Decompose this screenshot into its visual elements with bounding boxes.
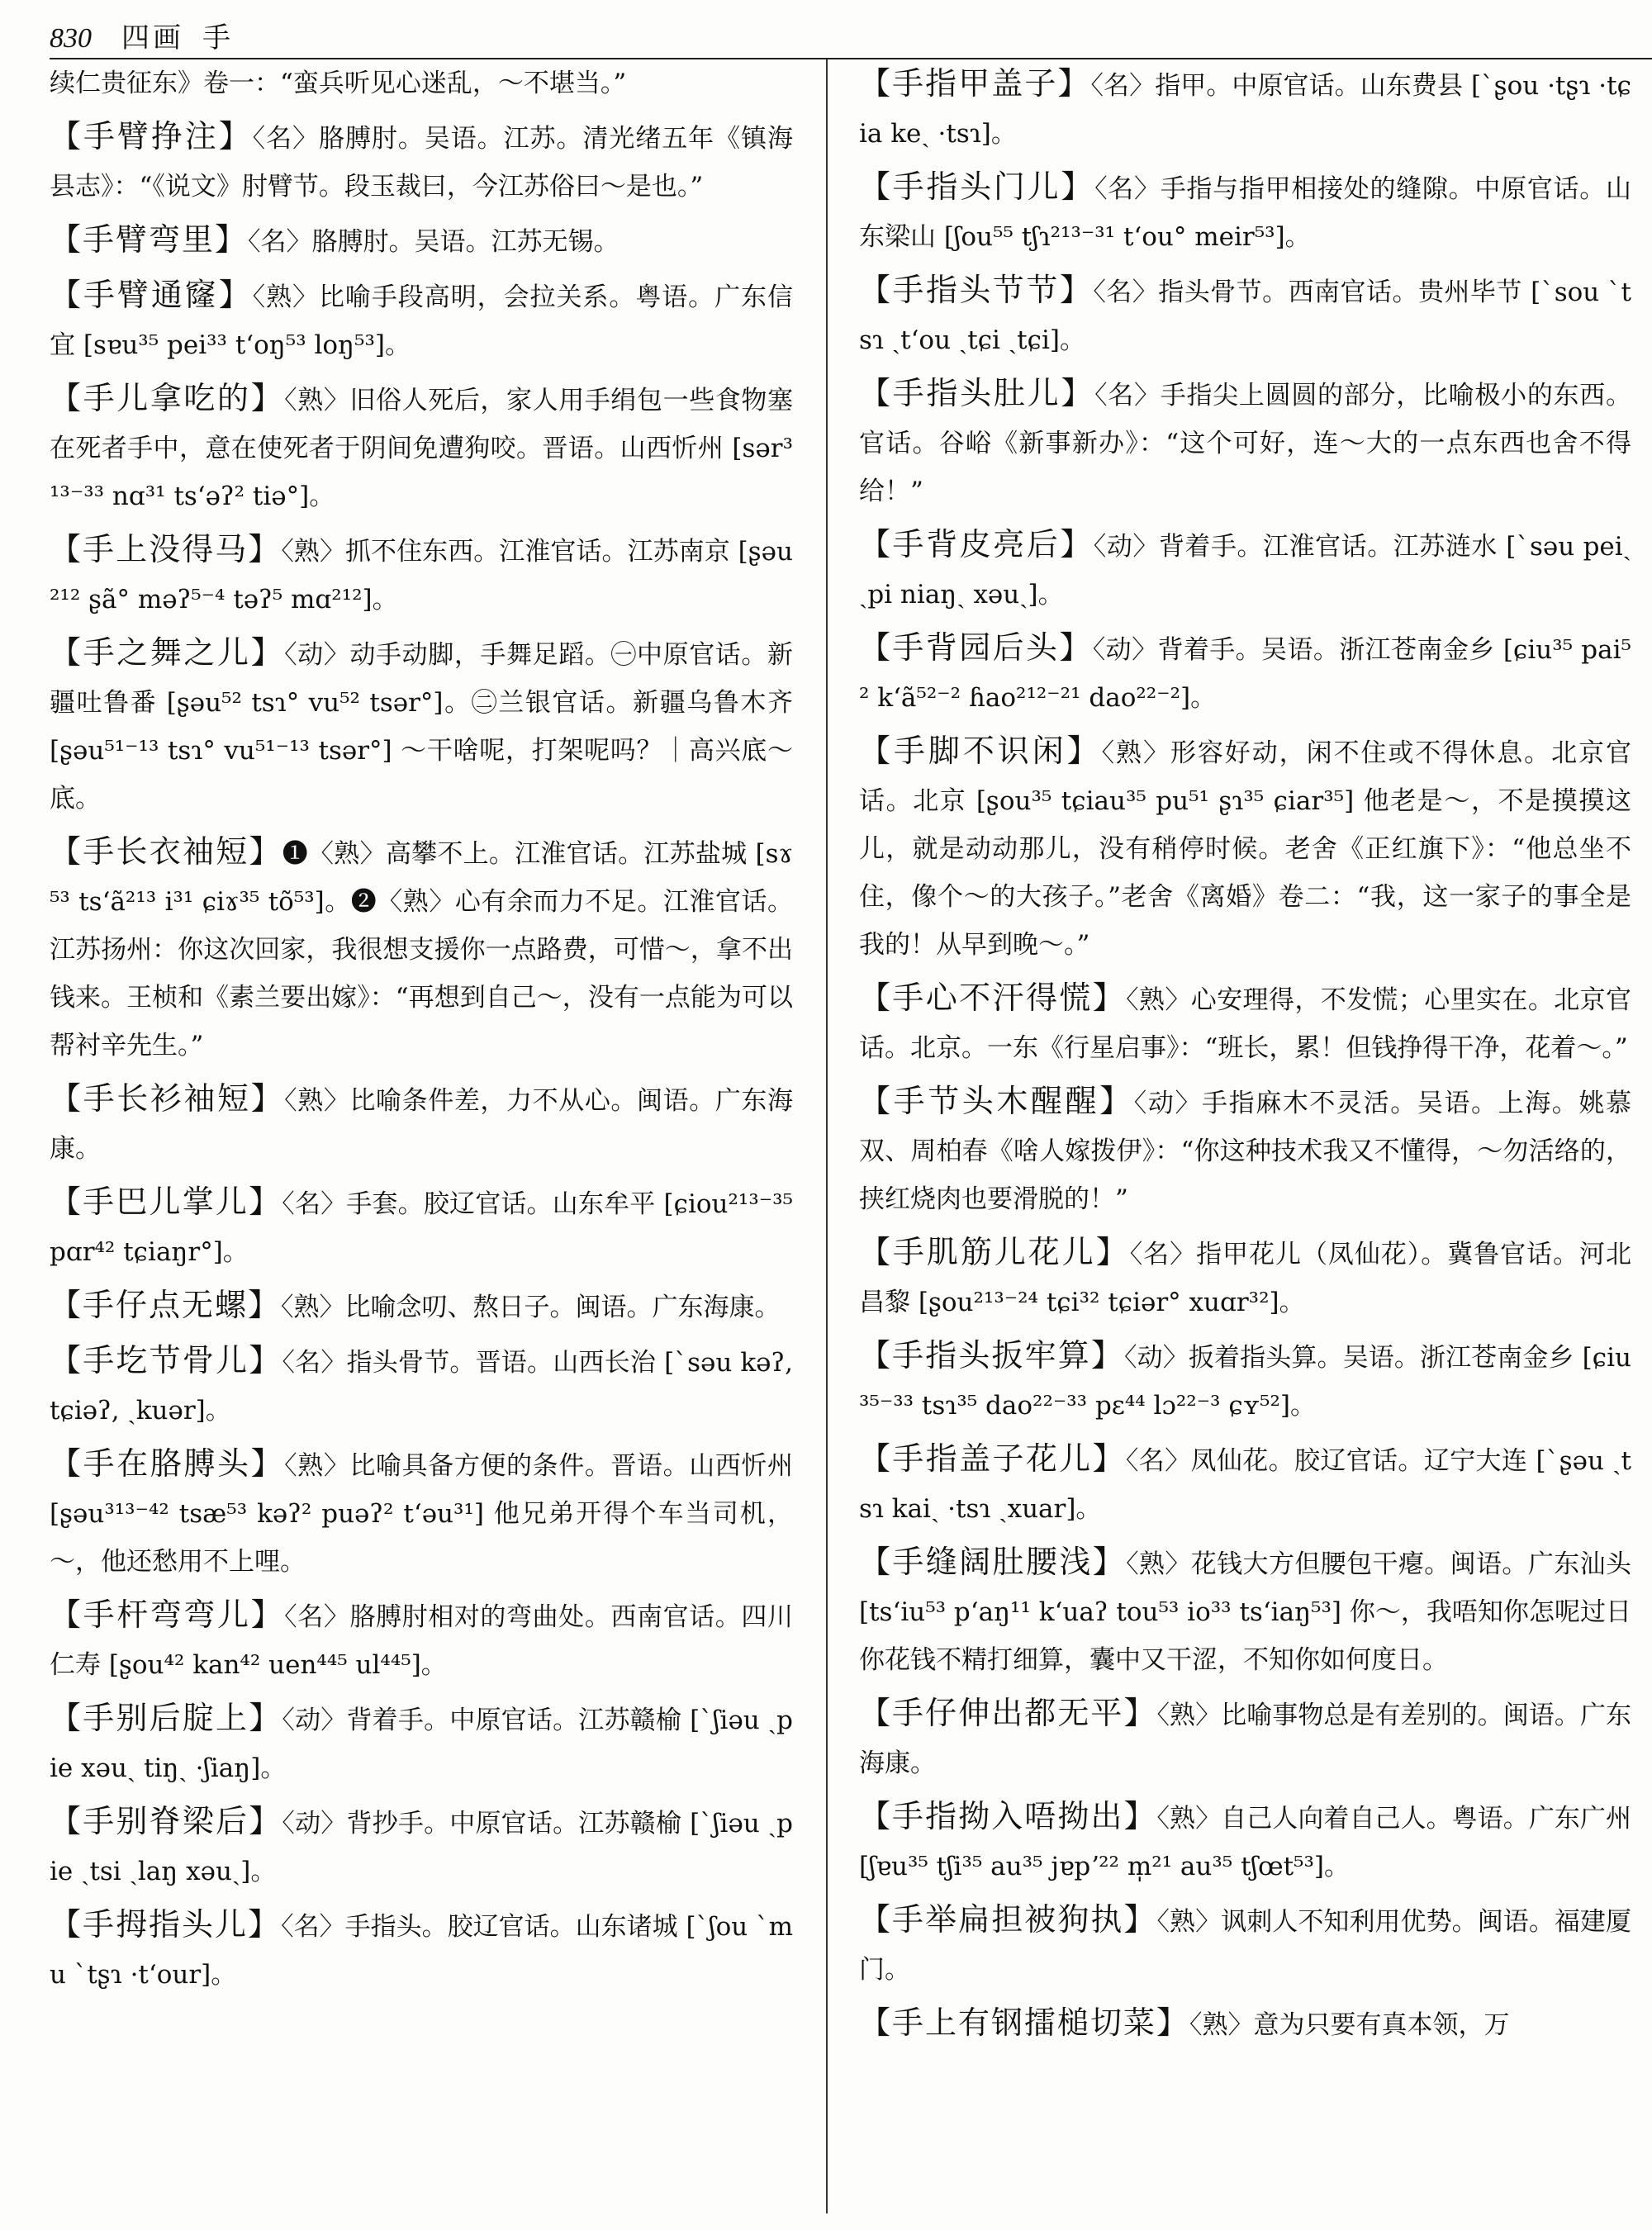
dictionary-entry <box>50 216 793 266</box>
entry-headword: 【手指头肚儿】 <box>859 375 1095 411</box>
radical-label: 手 <box>202 21 230 55</box>
entry-definition: 〈熟〉比喻条件差，力不从心。闽语。广东海康。 <box>50 1086 793 1164</box>
dictionary-entry <box>50 1440 793 1586</box>
entry-headword: 【手背皮亮后】 <box>859 526 1094 562</box>
entry-definition: 〈熟〉比喻手段高明，会拉关系。粤语。广东信宜 [sɐu³⁵ pei³³ tʻoŋ⁵³ loŋ⁵³]。 <box>50 282 793 360</box>
dictionary-entry <box>859 1077 1631 1223</box>
entry-definition: ❶〈熟〉高攀不上。江淮官话。江苏盐城 [sɤ⁵³ tsʻã²¹³ i³¹ ɕiɤ³⁵ tõ⁵³]。❷〈熟〉心有余而力不足。江淮官话。江苏扬州：你这次回家，我很想支援你一点路费，可惜～，拿不出钱来。王桢和《素兰要出嫁》：“再想到自己～，没有一点能为可以帮衬辛先生。” <box>50 839 793 1060</box>
entry-headword: 【手肌筋儿花儿】 <box>859 1234 1130 1270</box>
entry-definition: 〈名〉指甲。中原官话。山东费县 [ˋʂou ·tʂɿ ·tɕia keˎ ·tsɿ]。 <box>859 71 1631 149</box>
dictionary-entry <box>859 369 1631 515</box>
entry-headword: 【手杆弯弯儿】 <box>50 1597 285 1633</box>
entry-definition: 〈熟〉旧俗人死后，家人用手绢包一些食物塞在死者手中，意在使死者于阴间免遭狗咬。晋语。山西忻州 [sər³¹³⁻³³ nɑ³¹ tsʻəʔ² tiə°]。 <box>50 386 793 511</box>
entry-definition: 〈名〉胳膊肘。吴语。江苏。清光绪五年《镇海县志》：“《说文》肘臂节。段玉裁曰，今江苏俗曰～是也。” <box>50 124 793 202</box>
dictionary-entry <box>50 1694 793 1792</box>
dictionary-entry <box>859 59 1631 158</box>
entry-headword: 【手上没得马】 <box>50 531 282 567</box>
entry-definition: 〈名〉指头骨节。晋语。山西长治 [ˋsəu kəʔ, tɕiəʔ, ˏkuər]。 <box>50 1348 793 1426</box>
entry-definition: 〈动〉手指麻木不灵活。吴语。上海。姚慕双、周柏春《啥人嫁拨伊》：“你这种技术我又不懂得，～勿活络的，挟红烧肉也要滑脱的！” <box>859 1089 1631 1214</box>
entry-headword: 【手仔点无螺】 <box>50 1287 282 1323</box>
dictionary-entry <box>859 1792 1631 1891</box>
dictionary-entry <box>859 1538 1631 1684</box>
dictionary-entry <box>859 1435 1631 1533</box>
entry-definition: 〈名〉指甲花儿（凤仙花）。冀鲁官话。河北昌黎 [ʂou²¹³⁻²⁴ tɕi³² tɕiər° xuɑr³²]。 <box>859 1240 1631 1317</box>
dictionary-entry <box>859 624 1631 722</box>
entry-headword: 【手拇指头儿】 <box>50 1906 282 1943</box>
dictionary-entry <box>50 59 793 107</box>
dictionary-entry <box>859 520 1631 619</box>
entry-definition: 续仁贵征东》卷一：“蛮兵听见心迷乱，～不堪当。” <box>50 69 627 98</box>
entry-headword: 【手脚不识闲】 <box>859 733 1102 769</box>
entry-headword: 【手仔伸出都无平】 <box>859 1695 1157 1731</box>
entry-definition: 〈名〉手指头。胶辽官话。山东诸城 [ˋʃou ˋmu ˋtʂɿ ·tʻour]。 <box>50 1912 793 1990</box>
entry-definition: 〈动〉动手动脚，手舞足蹈。㊀中原官话。新疆吐鲁番 [ʂəu⁵² tsɿ° vu⁵² tsər°]。㊁兰银官话。新疆乌鲁木齐 [ʂəu⁵¹⁻¹³ tsɿ° vu⁵¹⁻¹³ tsər°] ～干啥呢，打架呢吗？｜高兴底～底。 <box>50 640 793 814</box>
dictionary-entry <box>859 1999 1631 2049</box>
entry-headword: 【手臂弯里】 <box>50 221 249 258</box>
dictionary-entry <box>50 1336 793 1435</box>
entry-headword: 【手指头节节】 <box>859 272 1094 308</box>
dictionary-entry <box>50 1797 793 1896</box>
dictionary-entry <box>859 1228 1631 1326</box>
entry-headword: 【手圪节骨儿】 <box>50 1342 282 1378</box>
entry-headword: 【手背园后头】 <box>859 629 1093 666</box>
entry-definition: 〈熟〉比喻具备方便的条件。晋语。山西忻州 [ʂəu³¹³⁻⁴² tsæ⁵³ kəʔ² puəʔ² tʻəu³¹] 他兄弟开得个车当司机，～，他还愁用不上哩。 <box>50 1451 793 1577</box>
dictionary-entry <box>859 1331 1631 1430</box>
dictionary-entry <box>50 1178 793 1276</box>
entry-definition: 〈熟〉形容好动，闲不住或不得休息。北京官话。北京 [ʂou³⁵ tɕiau³⁵ pu⁵¹ ʂɿ³⁵ ɕiar³⁵] 他老是～，不是摸摸这儿，就是动动那儿，没有稍停时候。老舍《正红旗下》：“他总坐不住，像个～的大孩子。”老舍《离婚》卷二：“我，这一家子的事全是我的！从早到晚～。” <box>859 738 1631 960</box>
entry-definition: 〈动〉背抄手。中原官话。江苏赣榆 [ˋʃiəu ˏpie ˏtsi ˏlaŋ xəuˎ]。 <box>50 1809 793 1886</box>
entry-headword: 【手举扁担被狗执】 <box>859 1901 1157 1938</box>
entry-headword: 【手指盖子花儿】 <box>859 1440 1126 1477</box>
entry-definition: 〈名〉手指与指甲相接处的缝隙。中原官话。山东梁山 [ʃou⁵⁵ tʃɿ²¹³⁻³¹ tʻou° meir⁵³]。 <box>859 174 1631 252</box>
entry-headword: 【手长衫袖短】 <box>50 1080 285 1117</box>
entry-definition: 〈熟〉讽刺人不知利用优势。闽语。福建厦门。 <box>859 1907 1631 1985</box>
entry-headword: 【手长衣袖短】 <box>50 833 282 870</box>
entry-headword: 【手别脊梁后】 <box>50 1803 282 1839</box>
right-column <box>859 59 1631 2230</box>
entry-headword: 【手别后腚上】 <box>50 1700 282 1736</box>
entry-definition: 〈动〉背着手。中原官话。江苏赣榆 [ˋʃiəu ˏpie xəuˎ tiŋˎ ·ʃiaŋ]。 <box>50 1706 793 1783</box>
entry-definition: 〈名〉手套。胶辽官话。山东牟平 [ɕiou²¹³⁻³⁵ pɑr⁴² tɕiaŋr°]。 <box>50 1189 793 1267</box>
dictionary-entry <box>859 1896 1631 1994</box>
entry-definition: 〈名〉指头骨节。西南官话。贵州毕节 [ˋsou ˋtsɿ ˏtʻou ˏtɕi ˏtɕi]。 <box>859 278 1631 355</box>
entry-definition: 〈动〉背着手。吴语。浙江苍南金乡 [ɕiu³⁵ pai⁵² kʻã⁵²⁻² ɦao²¹²⁻²¹ dao²²⁻²]。 <box>859 635 1631 713</box>
entry-definition: 〈熟〉心安理得，不发慌；心里实在。北京官话。北京。一东《行星启事》：“班长，累！但钱挣得干净，花着～。” <box>859 985 1631 1063</box>
entry-definition: 〈熟〉自己人向着自己人。粤语。广东广州 [ʃɐu³⁵ tʃi³⁵ au³⁵ jɐpʼ²² m̩²¹ au³⁵ tʃœt⁵³]。 <box>859 1804 1631 1881</box>
entry-headword: 【手之舞之儿】 <box>50 634 285 671</box>
dictionary-entry <box>50 1281 793 1331</box>
entry-definition: 〈熟〉花钱大方但腰包干瘪。闽语。广东汕头 [tsʻiu⁵³ pʻaŋ¹¹ kʻuaʔ tou⁵³ io³³ tsʻiaŋ⁵³] 你～，我唔知你怎呢过日 你花钱不精打细算，囊中又干涩，不知你如何度日。 <box>859 1549 1631 1675</box>
dictionary-entry <box>50 828 793 1070</box>
dictionary-entry <box>50 525 793 624</box>
entry-definition: 〈名〉胳膊肘相对的弯曲处。西南官话。四川仁寿 [ʂou⁴² kan⁴² uen⁴⁴⁵ ul⁴⁴⁵]。 <box>50 1602 793 1680</box>
dictionary-entry <box>50 271 793 369</box>
entry-headword: 【手缝阔肚腰浅】 <box>859 1544 1127 1580</box>
entry-headword: 【手巴儿掌儿】 <box>50 1184 282 1220</box>
entry-definition: 〈动〉背着手。江淮官话。江苏涟水 [ˋsəu peiˎ ˏpi niaŋˎ xəuˎ]。 <box>859 532 1631 610</box>
entry-headword: 【手指头门儿】 <box>859 168 1095 205</box>
entry-headword: 【手在胳膊头】 <box>50 1445 285 1482</box>
entry-definition: 〈名〉凤仙花。胶辽官话。辽宁大连 [ˋʂəu ˏtsɿ kaiˎ ·tsɿ ˏxuar]。 <box>859 1446 1631 1524</box>
entry-headword: 【手指甲盖子】 <box>859 65 1091 102</box>
entry-headword: 【手心不汗得慌】 <box>859 980 1127 1016</box>
dictionary-entry <box>50 629 793 823</box>
dictionary-entry <box>859 727 1631 969</box>
dictionary-entry <box>859 163 1631 261</box>
dictionary-entry <box>50 1075 793 1173</box>
section-label: 四画 <box>121 21 184 55</box>
entry-headword: 【手节头木醒醒】 <box>859 1083 1134 1119</box>
column-divider <box>826 59 828 2213</box>
entry-headword: 【手指头扳牢算】 <box>859 1337 1124 1374</box>
entry-definition: 〈熟〉比喻事物总是有差别的。闽语。广东海康。 <box>859 1701 1631 1778</box>
dictionary-entry <box>859 974 1631 1072</box>
entry-definition: 〈熟〉抓不住东西。江淮官话。江苏南京 [ʂəu²¹² ʂã° məʔ⁵⁻⁴ təʔ⁵ mɑ²¹²]。 <box>50 537 793 614</box>
dictionary-entry <box>50 374 793 520</box>
dictionary-entry <box>50 1591 793 1689</box>
entry-headword: 【手上有钢擂槌切菜】 <box>859 2005 1190 2041</box>
dictionary-entry <box>50 1900 793 1999</box>
page-number: 830 <box>50 23 92 54</box>
entry-headword: 【手儿拿吃的】 <box>50 380 285 416</box>
entry-definition: 〈动〉扳着指头算。吴语。浙江苍南金乡 [ɕiu³⁵⁻³³ tsɿ³⁵ dao²²⁻³³ pɛ⁴⁴ lɔ²²⁻³ ɕʏ⁵²]。 <box>859 1343 1631 1421</box>
page-header <box>50 15 230 56</box>
entry-definition: 〈熟〉比喻念叨、熬日子。闽语。广东海康。 <box>281 1293 781 1322</box>
entry-headword: 【手臂通窿】 <box>50 277 253 313</box>
entry-definition: 〈名〉胳膊肘。吴语。江苏无锡。 <box>248 227 620 257</box>
entry-headword: 【手指拗入唔拗出】 <box>859 1798 1157 1834</box>
dictionary-entry <box>859 1689 1631 1787</box>
dictionary-entry <box>50 112 793 211</box>
entry-definition: 〈熟〉意为只要有真本领，万 <box>1189 2010 1510 2040</box>
entry-headword: 【手臂挣注】 <box>50 118 253 154</box>
left-column <box>50 59 793 2230</box>
dictionary-entry <box>859 266 1631 364</box>
entry-definition: 〈名〉手指尖上圆圆的部分，比喻极小的东西。官话。谷峪《新事新办》：“这个可好，连～大的一点东西也舍不得给！” <box>859 381 1631 506</box>
